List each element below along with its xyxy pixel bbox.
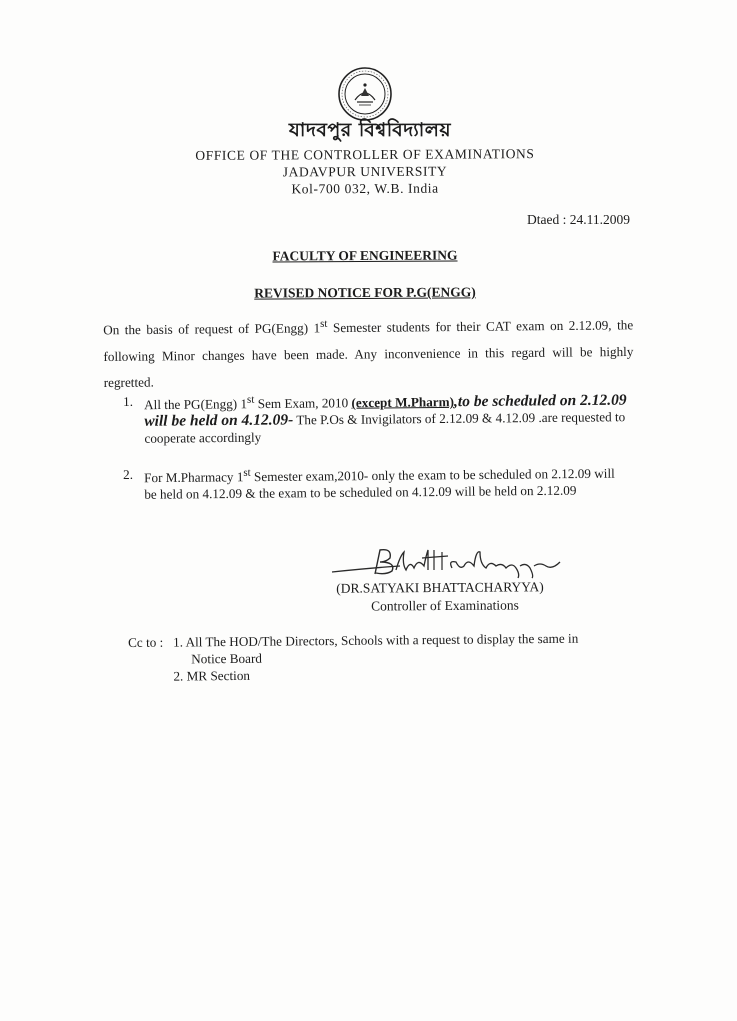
cc-item-number: 2.: [173, 668, 184, 684]
signatory-name: (DR.SATYAKI BHATTACHARYYA): [336, 579, 544, 596]
item-number: 2.: [123, 466, 134, 482]
faculty-heading: FACULTY OF ENGINEERING: [272, 247, 458, 264]
intro-paragraph: [103, 308, 634, 397]
cc-block: [128, 629, 638, 685]
university-address: Kol-700 032, W.B. India: [291, 180, 439, 197]
office-name: OFFICE OF THE CONTROLLER OF EXAMINATIONS: [195, 146, 535, 163]
notice-date: Dtaed : 24.11.2009: [527, 212, 630, 227]
cc-item-text: MR Section: [186, 667, 251, 684]
item-text: Sem Exam, 2010: [254, 395, 352, 412]
list-item: [123, 388, 629, 447]
signature-image: [330, 544, 570, 580]
item-text: The P.Os & Invigilators of 2.12.09 & 4.12.09 .are requested to cooperate accordingly: [144, 409, 626, 447]
university-bengali-title: যাদবপুর বিশ্ববিদ্যালয়: [288, 119, 452, 141]
item-sup: st: [243, 466, 251, 479]
university-name: JADAVPUR UNIVERSITY: [282, 163, 448, 180]
cc-item: [173, 663, 638, 684]
item-body: [144, 388, 629, 447]
university-seal: [337, 66, 393, 122]
intro-sup: st: [320, 317, 328, 330]
signatory-role: Controller of Examinations: [371, 597, 519, 614]
item-highlight: (except M.Pharm): [351, 394, 455, 411]
intro-text-b: Semester students for their CAT exam on 2.12.09, the following Minor changes have been made. Any inconvenience in this regard will be highly regretted.: [103, 317, 634, 391]
item-text: For M.Pharmacy 1: [144, 469, 244, 486]
list-item: [123, 461, 629, 503]
cc-item-text: All The HOD/The Directors, Schools with a request to display the same in: [185, 630, 579, 650]
item-number: 1.: [123, 393, 134, 409]
office-address-block: [150, 145, 580, 198]
notice-title: REVISED NOTICE FOR P.G(ENGG): [254, 284, 476, 301]
cc-label: Cc to :: [128, 634, 164, 650]
intro-text-a: On the basis of request of PG(Engg) 1: [103, 320, 321, 338]
item-body: [144, 461, 629, 503]
item-text: Semester exam,2010- only the exam to be scheduled on 2.12.09 will be held on 4.12.09 & the exam to be scheduled on 4.12.09 will be held on 2.12.09: [144, 465, 615, 503]
cc-item-number: 1.: [173, 634, 184, 650]
item-emphasis: ,to be scheduled on 2.12.09 will be held on 4.12.09-: [144, 391, 627, 431]
cc-item-continuation: Notice Board: [191, 650, 262, 667]
item-sup: st: [246, 393, 255, 406]
item-text: All the PG(Engg) 1: [144, 396, 248, 413]
